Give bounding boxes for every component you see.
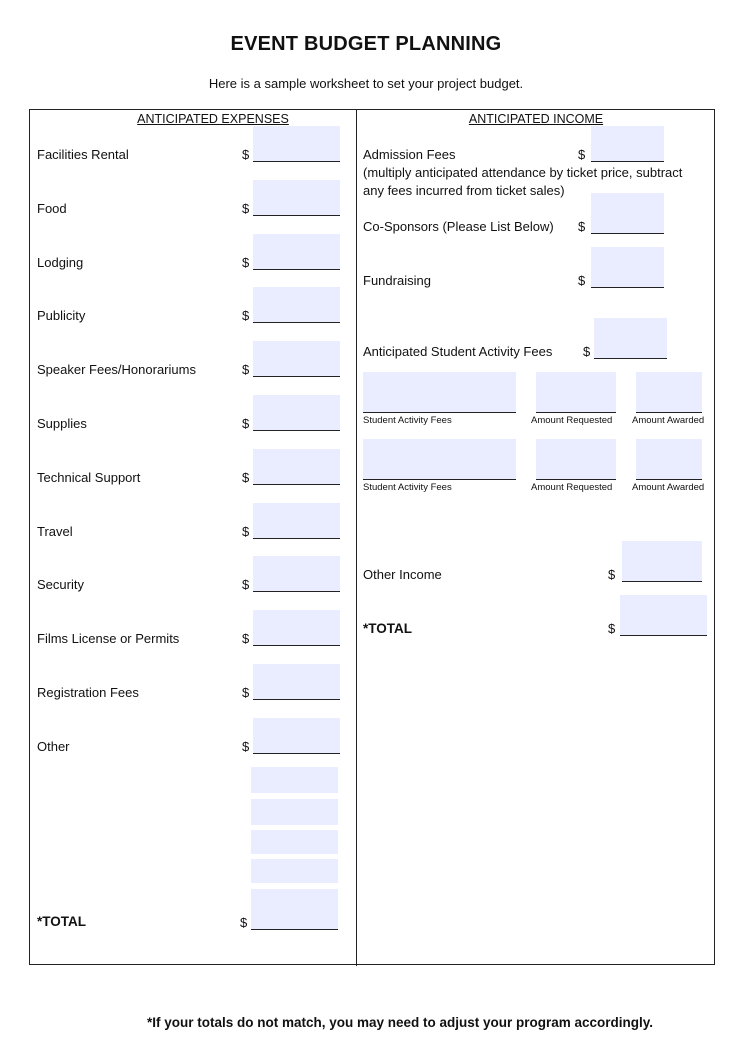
expense-field-publicity[interactable] — [253, 287, 340, 322]
income-total-label: *TOTAL — [363, 621, 412, 636]
expense-field-security[interactable] — [253, 556, 340, 591]
col-amount-awarded-1: Amount Awarded — [632, 415, 705, 426]
expense-underline-registration-fees — [253, 699, 340, 700]
expense-underline-security — [253, 591, 340, 592]
expense-label-facilities-rental: Facilities Rental — [37, 147, 129, 162]
fundraising-label: Fundraising — [363, 273, 431, 288]
expense-label-publicity: Publicity — [37, 308, 86, 323]
col-amount-requested-2: Amount Requested — [531, 482, 613, 493]
income-total-underline — [620, 635, 707, 636]
activity-fees-dollar: $ — [583, 344, 591, 359]
col-student-activity-fees-2: Student Activity Fees — [363, 482, 452, 493]
expense-field-travel[interactable] — [253, 503, 340, 538]
expense-field-films-license-or-permits[interactable] — [253, 610, 340, 645]
expense-dollar-technical-support: $ — [242, 470, 250, 485]
expense-label-registration-fees: Registration Fees — [37, 685, 139, 700]
expense-label-lodging: Lodging — [37, 255, 84, 270]
expense-underline-travel — [253, 538, 340, 539]
expenses-total-underline — [251, 929, 338, 930]
expense-underline-technical-support — [253, 484, 340, 485]
student-activity-fees-underline-1 — [363, 412, 516, 413]
expense-dollar-films-license-or-permits: $ — [242, 631, 250, 646]
student-activity-fees-underline-2 — [363, 479, 516, 480]
expense-field-speaker-fees-honorariums[interactable] — [253, 341, 340, 376]
expense-dollar-supplies: $ — [242, 416, 250, 431]
col-amount-awarded-2: Amount Awarded — [632, 482, 705, 493]
worksheet-frame — [29, 109, 715, 965]
expense-dollar-facilities-rental: $ — [242, 147, 250, 162]
admission-note-line1: (multiply anticipated attendance by ticket price, subtract — [363, 165, 683, 180]
other-income-field[interactable] — [622, 541, 702, 581]
extra-expense-field-3[interactable] — [251, 830, 338, 854]
expense-field-registration-fees[interactable] — [253, 664, 340, 699]
admission-dollar: $ — [578, 147, 586, 162]
expense-dollar-security: $ — [242, 577, 250, 592]
expense-underline-facilities-rental — [253, 161, 340, 162]
admission-underline — [591, 161, 664, 162]
amount-requested-underline-1 — [536, 412, 616, 413]
activity-fees-label: Anticipated Student Activity Fees — [363, 344, 553, 359]
expense-underline-lodging — [253, 269, 340, 270]
extra-expense-field-4[interactable] — [251, 859, 338, 883]
expense-dollar-travel: $ — [242, 524, 250, 539]
fundraising-field[interactable] — [591, 247, 664, 287]
expense-dollar-speaker-fees-honorariums: $ — [242, 362, 250, 377]
extra-expense-field-1[interactable] — [251, 767, 338, 793]
amount-requested-underline-2 — [536, 479, 616, 480]
income-header: ANTICIPATED INCOME — [468, 112, 604, 126]
extra-expense-field-2[interactable] — [251, 799, 338, 825]
expense-underline-films-license-or-permits — [253, 645, 340, 646]
cosponsors-underline — [591, 233, 664, 234]
col-amount-requested-1: Amount Requested — [531, 415, 613, 426]
student-activity-fees-field-1[interactable] — [363, 372, 516, 412]
amount-awarded-field-2[interactable] — [636, 439, 702, 479]
expense-field-facilities-rental[interactable] — [253, 126, 340, 161]
expense-dollar-food: $ — [242, 201, 250, 216]
expense-field-supplies[interactable] — [253, 395, 340, 430]
admission-fees-label: Admission Fees — [363, 147, 456, 162]
expenses-total-dollar: $ — [240, 915, 248, 930]
expense-dollar-other: $ — [242, 739, 250, 754]
column-divider — [356, 109, 357, 966]
expense-dollar-publicity: $ — [242, 308, 250, 323]
cosponsors-field[interactable] — [591, 193, 664, 233]
expense-label-food: Food — [37, 201, 67, 216]
activity-fees-underline — [594, 358, 667, 359]
expense-field-food[interactable] — [253, 180, 340, 215]
expense-field-lodging[interactable] — [253, 234, 340, 269]
amount-awarded-field-1[interactable] — [636, 372, 702, 412]
expenses-total-label: *TOTAL — [37, 914, 86, 929]
other-income-dollar: $ — [608, 567, 616, 582]
expense-field-technical-support[interactable] — [253, 449, 340, 484]
expense-underline-other — [253, 753, 340, 754]
expense-dollar-lodging: $ — [242, 255, 250, 270]
expense-underline-speaker-fees-honorariums — [253, 376, 340, 377]
fundraising-dollar: $ — [578, 273, 586, 288]
student-activity-fees-field-2[interactable] — [363, 439, 516, 479]
col-student-activity-fees-1: Student Activity Fees — [363, 415, 452, 426]
expense-label-travel: Travel — [37, 524, 73, 539]
cosponsors-label: Co-Sponsors (Please List Below) — [363, 219, 554, 234]
amount-awarded-underline-2 — [636, 479, 702, 480]
other-income-underline — [622, 581, 702, 582]
expense-underline-food — [253, 215, 340, 216]
expense-underline-publicity — [253, 322, 340, 323]
expense-underline-supplies — [253, 430, 340, 431]
expense-dollar-registration-fees: $ — [242, 685, 250, 700]
page-subtitle: Here is a sample worksheet to set your project budget. — [208, 76, 524, 91]
expense-label-films-license-or-permits: Films License or Permits — [37, 631, 180, 646]
amount-requested-field-1[interactable] — [536, 372, 616, 412]
income-total-field[interactable] — [620, 595, 707, 635]
page-title: EVENT BUDGET PLANNING — [230, 33, 502, 55]
expense-field-other[interactable] — [253, 718, 340, 753]
expenses-total-field[interactable] — [251, 889, 338, 929]
expense-label-technical-support: Technical Support — [37, 470, 141, 485]
admission-note-line2: any fees incurred from ticket sales) — [363, 183, 565, 198]
footer-note: *If your totals do not match, you may need to adjust your program accordingly. — [146, 1015, 654, 1030]
admission-fees-field[interactable] — [591, 126, 664, 161]
expense-label-supplies: Supplies — [37, 416, 87, 431]
expense-label-security: Security — [37, 577, 84, 592]
amount-awarded-underline-1 — [636, 412, 702, 413]
income-total-dollar: $ — [608, 621, 616, 636]
amount-requested-field-2[interactable] — [536, 439, 616, 479]
expenses-header: ANTICIPATED EXPENSES — [137, 112, 289, 126]
expense-label-speaker-fees-honorariums: Speaker Fees/Honorariums — [37, 362, 196, 377]
expense-label-other: Other — [37, 739, 70, 754]
other-income-label: Other Income — [363, 567, 442, 582]
activity-fees-field[interactable] — [594, 318, 667, 358]
cosponsors-dollar: $ — [578, 219, 586, 234]
fundraising-underline — [591, 287, 664, 288]
